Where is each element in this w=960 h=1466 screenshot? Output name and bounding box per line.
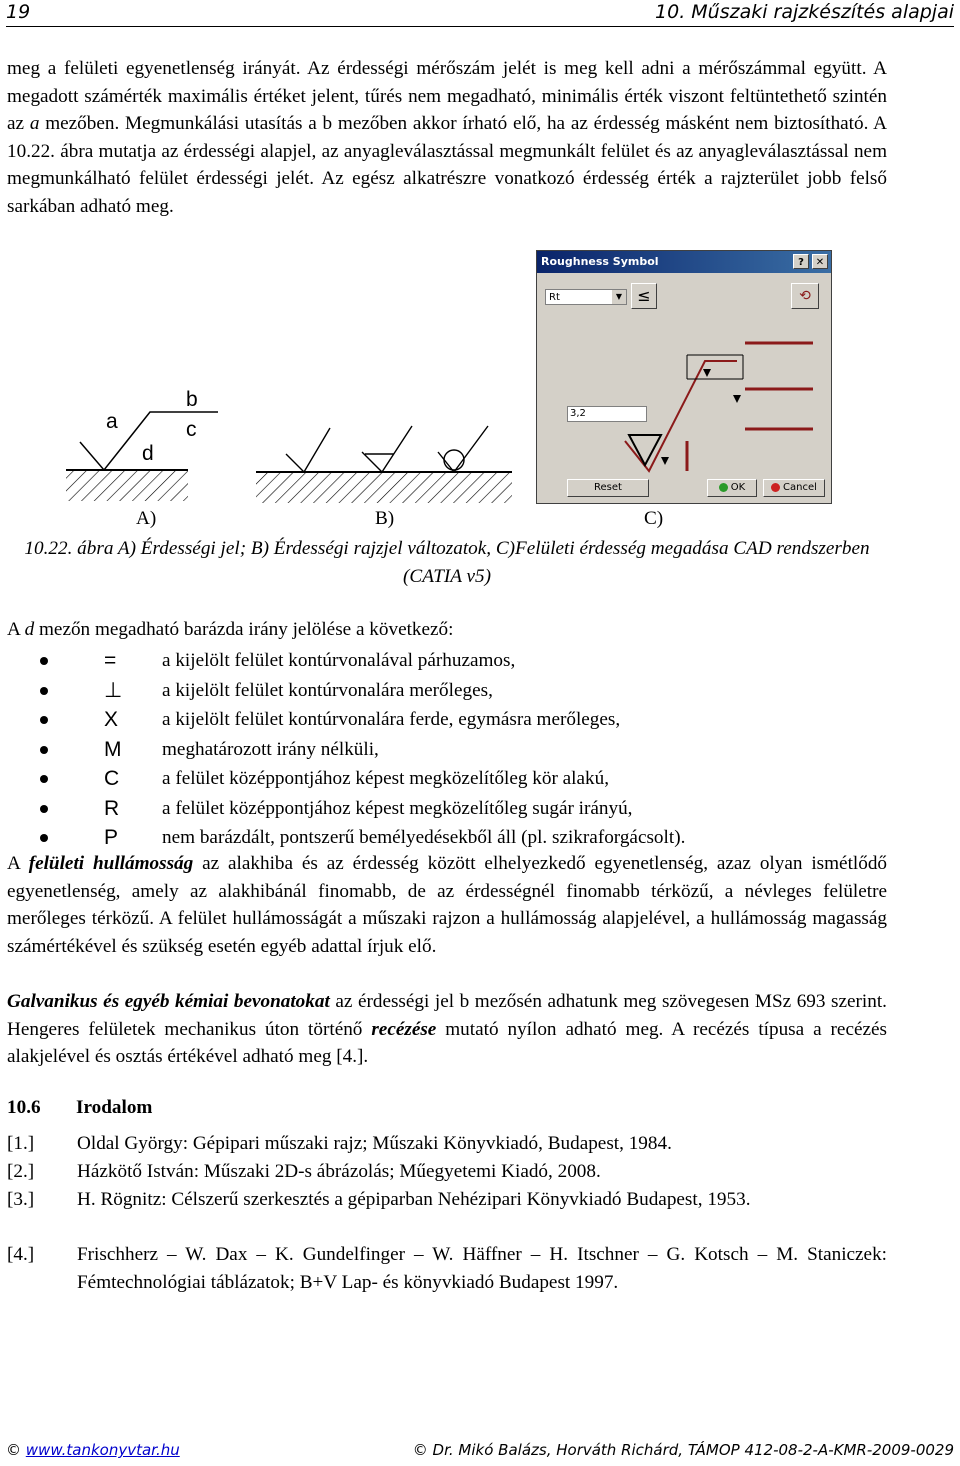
roughness-symbol-dialog [536,250,832,504]
bullet-icon [40,834,48,842]
parameter-value: Rt [549,292,560,303]
reference-text: Frischherz – W. Dax – K. Gundelfinger – W. Häffner – H. Itschner – G. Kotsch – M. Staniczek: Fémtechnológiai táblázatok; B+V Lap- és könyvkiadó Budapest 1997. [77,1244,887,1293]
lay-symbol: ⊥ [104,678,123,702]
reference-number: [3.] [7,1189,35,1210]
website-link[interactable]: www.tankonyvtar.hu [25,1441,180,1459]
bullet-icon [40,687,48,695]
bullet-icon [40,805,48,813]
panel-label-b: B) [375,508,395,529]
reference-number: [1.] [7,1133,35,1154]
cancel-button[interactable] [763,479,825,497]
list-item [0,676,900,706]
lay-description: a kijelölt felület kontúrvonalával párhuzamos, [162,650,516,671]
reference-number: [2.] [7,1161,35,1182]
dialog-title: Roughness Symbol [541,255,659,268]
intro-italic-a: a [29,113,40,134]
lay-description: a kijelölt felület kontúrvonalára ferde, egymásra merőleges, [162,709,621,730]
section-heading [7,1097,153,1119]
lay-intro-post: mezőn megadható barázda irány jelölése a következő: [34,619,454,640]
ok-icon [719,483,728,492]
page-header [6,0,954,27]
waviness-post: az alakhiba és az érdesség között elhelyezkedő egyenetlenség, azaz olyan ismétlődő egyenetlenség, amely az alakhibánál finomabb, de az érdességnél finomabb térközű, a névleges felületre merőleges térközű. A felület hullámosságát a műszaki rajzon a hullámosság alapjelével, a hullámosság magasság számértékével és szükség esetén egyéb adattal írjuk elő. [7,853,888,957]
comparison-button[interactable]: ≤ [631,283,657,309]
roughness-symbol-variants [254,422,516,506]
list-item [0,735,900,765]
reference-text: H. Rögnitz: Célszerű szerkesztés a gépiparban Nehézipari Könyvkiadó Budapest, 1953. [77,1189,751,1210]
lay-symbol: M [104,737,122,761]
help-button[interactable]: ? [793,254,809,269]
cancel-label: Cancel [783,482,817,493]
lay-description: a felület középpontjához képest megközelítőleg kör alakú, [162,768,610,789]
field-b-label: b [186,388,198,411]
lay-description: nem barázdált, pontszerű bemélyedésekből áll (pl. szikraforgácsolt). [162,827,686,848]
bullet-icon [40,716,48,724]
intro-paragraph [7,55,887,220]
chevron-down-icon: ▼ [612,290,626,304]
coating-term: Galvanikus és egyéb kémiai bevonatokat [7,991,330,1012]
no-removal-variant-icon [438,426,488,472]
list-item [0,794,900,824]
footer-right: © Dr. Mikó Balázs, Horváth Richárd, TÁMOP 412-08-2-A-KMR-2009-0029 [412,1441,954,1459]
list-item [0,646,900,676]
bullet-icon [40,746,48,754]
reference-item [7,1158,887,1186]
reference-item [7,1186,887,1242]
lay-intro-pre: A [7,619,25,640]
close-button[interactable]: ✕ [812,254,828,269]
field-a-label: a [106,410,118,433]
panel-label-a: A) [136,508,157,529]
reference-item [7,1241,887,1297]
lay-symbol-list [0,646,900,853]
reference-item [7,1130,887,1158]
intro-text-2: mezőben. Megmunkálási utasítás a b mezőben akkor írható elő, ha az érdesség másként nem biztosítható. A 10.22. ábra mutatja az érdességi alapjel, az anyagleválasztással megmunkált felület és az anyagleválasztással nem megmunkálható felület érdességi jelét. Az egész alkatrészre vonatkozó érdesség érték a rajzterület jobb felső sarkában adható meg. [7,113,887,217]
figure-caption: 10.22. ábra A) Érdességi jel; B) Érdességi rajzjel változatok, C)Felületi érdesség megadása CAD rendszerben (CATIA v5) [24,538,870,587]
refresh-icon: ⟲ [799,288,811,304]
lay-description: a kijelölt felület kontúrvonalára merőleges, [162,679,493,701]
lay-symbol: P [104,826,119,849]
list-item [0,823,900,853]
basic-variant-icon [286,428,330,472]
field-c-label: c [186,418,197,441]
knurling-term: recézése [371,1018,437,1040]
lay-intro-italic: d [24,619,35,640]
lay-symbol: = [104,649,117,672]
lay-description: a felület középpontjához képest megközelítőleg sugár irányú, [162,797,633,819]
lay-symbol: C [104,767,120,790]
ok-label: OK [730,482,746,493]
roughness-basic-symbol [62,380,232,510]
lay-symbol: X [104,708,119,731]
reference-text: Oldal György: Gépipari műszaki rajz; Műszaki Könyvkiadó, Budapest, 1984. [77,1133,672,1154]
lay-intro [7,616,887,644]
panel-label-c: C) [644,508,664,529]
list-item [0,705,900,735]
lay-description: meghatározott irány nélküli, [162,738,379,760]
waviness-paragraph [7,850,887,960]
reference-number: [4.] [7,1244,35,1265]
waviness-pre: A [7,853,29,874]
roughness-preview [537,251,833,483]
cancel-icon [771,483,780,492]
coating-post: mutató nyílon adható meg. A recézés típusa a recézés alakjelével és osztás értékével adható meg [4.]. [7,1018,887,1067]
section-number: 10.6 [7,1097,41,1118]
bullet-icon [40,657,48,665]
coating-mid: az érdességi jel b mezősén adhatunk meg szövegesen MSz 693 szerint. Hengeres felületek mechanikus úton történő [7,991,887,1040]
section-title: Irodalom [76,1097,153,1118]
field-d-label: d [142,442,154,465]
coating-paragraph [7,988,887,1071]
machined-variant-icon [362,426,412,472]
intro-text-1: meg a felületi egyenetlenség irányát. Az érdességi mérőszám jelét is meg kell adni a mérőszámmal együtt. A megadott számérték maximális értéket jelent, tűrés nem megadható, minimális érték viszont feltüntethető szintén az [7,58,887,134]
chapter-title: 10. Műszaki rajzkészítés alapjai [655,1,954,23]
reference-text: Házkötő István: Műszaki 2D-s ábrázolás; Műegyetemi Kiadó, 2008. [77,1161,601,1182]
roughness-value-input[interactable]: 3,2 [567,406,647,422]
page-number: 19 [6,1,31,23]
footer-left: © www.tankonyvtar.hu [6,1441,180,1459]
waviness-term: felületi hullámosság [28,853,194,874]
lay-symbol: R [104,796,120,820]
bullet-icon [40,775,48,783]
reset-button[interactable]: Reset [567,479,649,497]
list-item [0,764,900,794]
ok-button[interactable] [707,479,757,497]
